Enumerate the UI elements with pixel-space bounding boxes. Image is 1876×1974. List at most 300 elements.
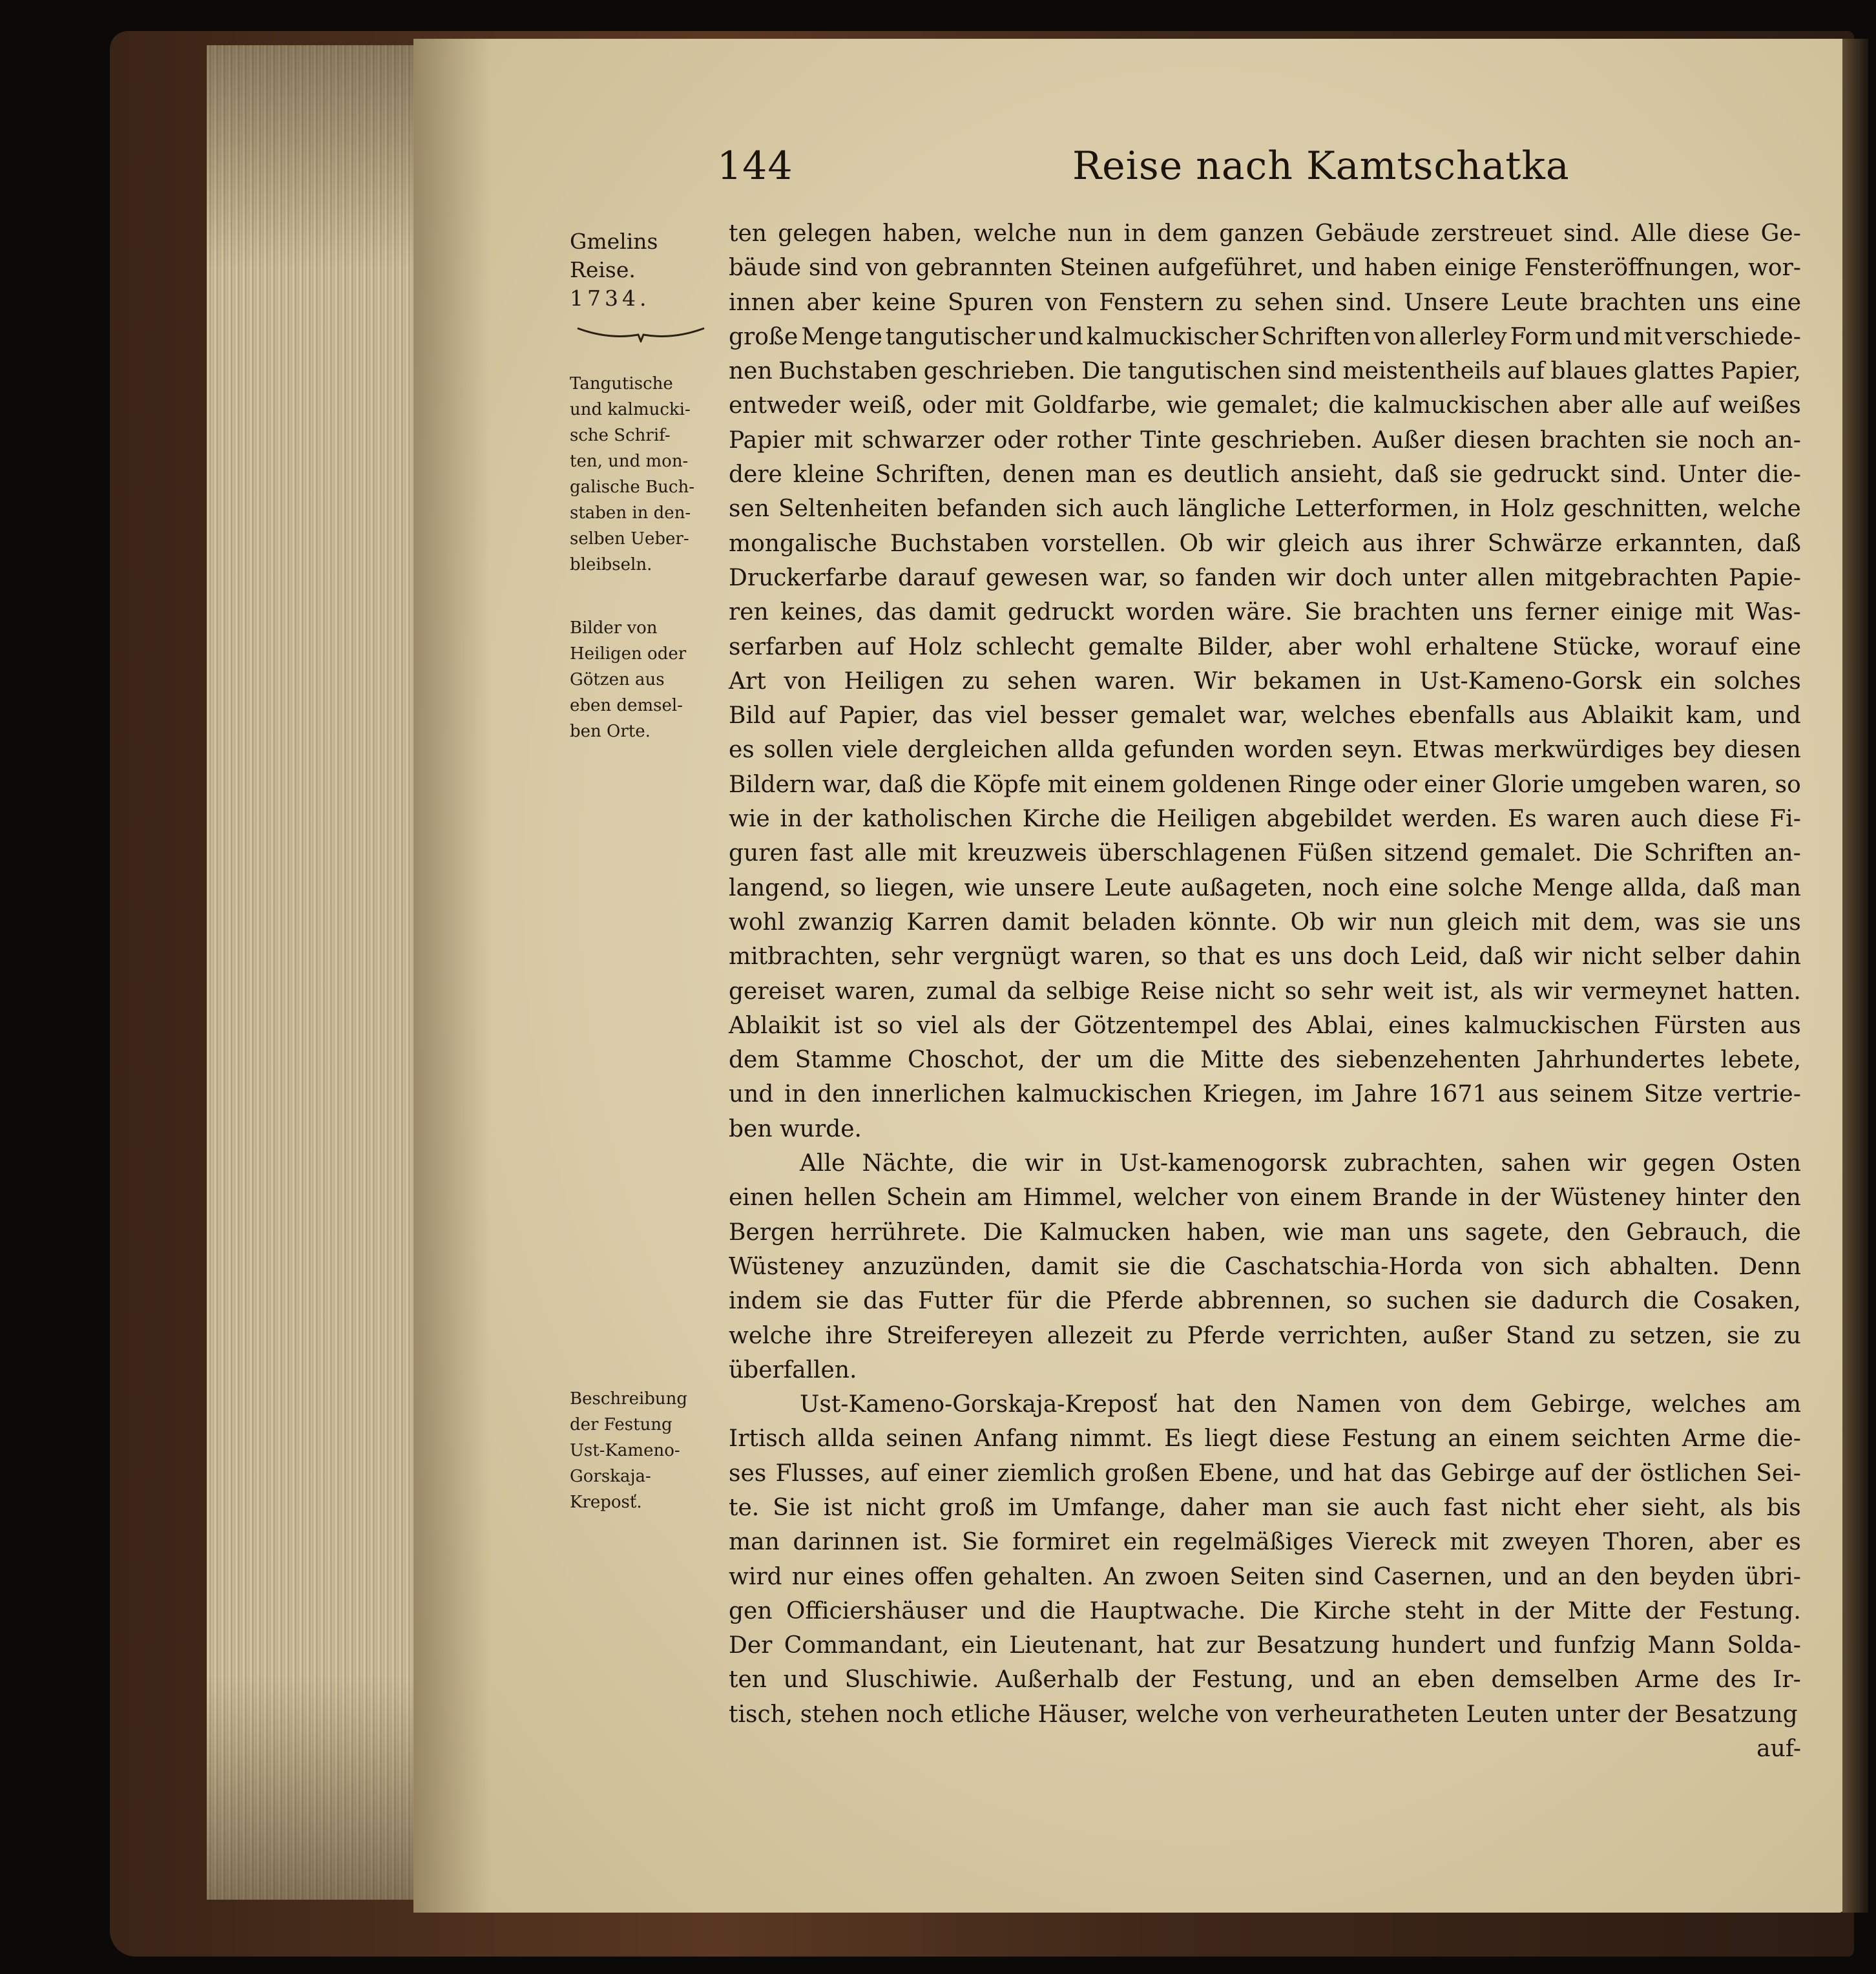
word: selber [1652, 943, 1725, 971]
word: sind. [1610, 461, 1667, 488]
word: östlichen [1640, 1460, 1747, 1487]
word: mit [1531, 908, 1570, 936]
word: langend, [729, 874, 831, 901]
margin-line: und kalmucki- [570, 400, 691, 419]
word: serfarben [729, 633, 843, 660]
word: die [1765, 1219, 1801, 1246]
word: worden [1125, 599, 1215, 626]
word: Heiligen [844, 667, 944, 695]
word: die [972, 1150, 1008, 1177]
brace-ornament [576, 326, 705, 342]
word: gebrannten [915, 255, 1052, 282]
word: eher [1574, 1494, 1628, 1521]
word: Seltenheiten [778, 496, 928, 523]
word: sehen [1007, 667, 1077, 695]
word: was [1654, 908, 1700, 936]
word: großen [1105, 1460, 1189, 1487]
word: dahin [1735, 943, 1801, 971]
word: Viereck [1346, 1529, 1437, 1556]
page-number: 144 [717, 143, 793, 189]
text-line [729, 320, 1801, 354]
word: dem, [1583, 908, 1642, 936]
word: schlecht [975, 633, 1075, 660]
word: Denn [1738, 1253, 1801, 1280]
word: wir [1533, 978, 1572, 1005]
word: Stand [1505, 1322, 1575, 1349]
word: der [1645, 1597, 1685, 1624]
margin-line: staben in den- [570, 503, 691, 523]
word: welche [729, 1322, 812, 1349]
word: uns [1471, 599, 1514, 626]
word: eines [1388, 1012, 1450, 1039]
word: auf [788, 702, 826, 730]
word: waren, [1687, 771, 1769, 798]
word: alle [864, 840, 907, 867]
word: Menge [801, 323, 882, 350]
word: worden [1244, 737, 1333, 764]
word: wor- [1748, 255, 1801, 282]
word: könnte. [1189, 908, 1278, 936]
word: oder [993, 426, 1048, 454]
word: wir [1337, 908, 1376, 936]
word: gewesen [985, 564, 1089, 591]
word: innerlichen [871, 1081, 1006, 1108]
word: Es [1164, 1425, 1193, 1453]
word: Sie [1304, 599, 1342, 626]
word: in [1079, 1150, 1103, 1177]
word: noch [1698, 426, 1755, 454]
word: die [1149, 1047, 1185, 1074]
word: Ust-Kameno-Gorsk [1419, 667, 1642, 695]
word: den [1757, 1184, 1801, 1212]
word: den [1233, 1391, 1277, 1418]
word: und [981, 1597, 1026, 1624]
word: dere [729, 461, 782, 488]
word: eine [1388, 874, 1439, 901]
word: Kirche [1022, 806, 1100, 833]
text-line [729, 1284, 1801, 1318]
word: lebete, [1720, 1047, 1801, 1074]
word: beladen [1082, 908, 1176, 936]
word: es [1147, 461, 1173, 488]
word: den [1596, 1563, 1640, 1590]
word: sieht, [1641, 1494, 1707, 1521]
word: Arme [1682, 1425, 1746, 1453]
word: Namen [1296, 1391, 1381, 1418]
word: übri- [1744, 1563, 1801, 1590]
word: um [1096, 1047, 1133, 1074]
word: sind. [1563, 220, 1620, 247]
word: so [1159, 564, 1185, 591]
word: Choschot, [907, 1047, 1025, 1074]
word: indem [729, 1288, 802, 1315]
word: Kriegen, [1202, 1081, 1304, 1108]
word: Schriften [1261, 323, 1371, 350]
word: hat [1176, 1391, 1214, 1418]
word: und [1497, 1632, 1543, 1659]
word: bis [1766, 1494, 1801, 1521]
text-line [729, 1077, 1801, 1111]
word: haben, [1187, 1219, 1267, 1246]
word: dem [729, 1047, 780, 1074]
word: mitbrachten, [729, 943, 881, 971]
word: im [1008, 1494, 1038, 1521]
word: Wüsteney [729, 1253, 844, 1280]
word: einige [1444, 255, 1517, 282]
word: die [1039, 1597, 1076, 1624]
word: sind [808, 255, 859, 282]
text-line [729, 664, 1801, 698]
text-line [729, 423, 1801, 457]
word: ein [1123, 1529, 1160, 1556]
word: kleine [793, 461, 865, 488]
word: guren [729, 840, 798, 867]
word: und [783, 1666, 829, 1694]
word: Papier [729, 426, 805, 454]
text-line [729, 1525, 1801, 1559]
text-line [729, 561, 1801, 595]
word: erkannten, [1615, 530, 1744, 557]
word: das [875, 599, 917, 626]
word: wohl [1355, 633, 1412, 660]
word: eine [1751, 633, 1801, 660]
text-line [729, 1594, 1801, 1628]
word: von [1400, 1391, 1443, 1418]
word: goldenen [1172, 771, 1281, 798]
word: Leute [1501, 289, 1569, 316]
word: ten [729, 1666, 767, 1694]
word: die [1110, 806, 1147, 833]
word: Festung, [1191, 1666, 1295, 1694]
word: Form [1510, 323, 1572, 350]
word: das [1390, 1460, 1432, 1487]
catchword-text: auf- [1756, 1736, 1801, 1763]
word: viel [917, 1012, 959, 1039]
word: auch [1631, 806, 1688, 833]
word: rother [1056, 426, 1131, 454]
word: Leute [1104, 874, 1172, 901]
margin-line: Heiligen oder [570, 644, 687, 664]
word: einem [1488, 1425, 1560, 1453]
word: waren [1547, 806, 1621, 833]
text-line [729, 1628, 1801, 1663]
word: Futter [917, 1288, 993, 1315]
text-line [729, 1181, 1801, 1215]
word: am [976, 1184, 1013, 1212]
word: zu [962, 667, 990, 695]
word: sich [1056, 496, 1103, 523]
word: eines [842, 1563, 905, 1590]
word: Alle [1631, 220, 1677, 247]
word: den [817, 1081, 861, 1108]
word: am [1765, 1391, 1801, 1418]
word: in [780, 806, 803, 833]
word: Unter [1677, 461, 1747, 488]
word: außer [1423, 1322, 1492, 1349]
word: und [1311, 255, 1357, 282]
word: Was- [1745, 599, 1801, 626]
word: Menge [1532, 874, 1614, 901]
word: wie [729, 806, 770, 833]
word: gleich [1446, 908, 1519, 936]
word: brachten [1579, 289, 1686, 316]
word: mit [1047, 771, 1087, 798]
word: Bildern [729, 771, 816, 798]
word: zwoen [1145, 1563, 1220, 1590]
word: nun [1388, 908, 1434, 936]
word: Die [983, 1219, 1023, 1246]
word: geschrieben. [923, 358, 1076, 385]
word: allezeit [1047, 1322, 1132, 1349]
word: Papier, [839, 702, 919, 730]
word: Solda- [1727, 1632, 1801, 1659]
word: welche [1718, 496, 1801, 523]
word: die [1055, 1288, 1092, 1315]
word: Thoren, [1603, 1529, 1695, 1556]
word: ihrer [1416, 530, 1475, 557]
word: allda [817, 1425, 875, 1453]
word: ren [729, 599, 769, 626]
word: war, [1238, 702, 1288, 730]
margin-note-bilder [570, 615, 725, 744]
word: die [1643, 1288, 1680, 1315]
text-line [729, 1387, 1801, 1422]
word: fanden [1195, 564, 1277, 591]
word: weit [1382, 978, 1433, 1005]
word: eine [1751, 289, 1801, 316]
word: sehr [1320, 978, 1373, 1005]
word: abbrennen, [1197, 1288, 1333, 1315]
word: aber [1287, 633, 1342, 660]
word: wohl [729, 908, 786, 936]
word: Festung [1342, 1425, 1437, 1453]
word: an [1558, 1563, 1587, 1590]
word: sind. [1335, 289, 1393, 316]
word: Gebrauch, [1626, 1219, 1749, 1246]
word: Commandant, [784, 1632, 950, 1659]
word: gelegen [778, 220, 871, 247]
word: der [1019, 1012, 1060, 1039]
text-line: überfallen. [729, 1356, 857, 1383]
word: Götzentempel [1073, 1012, 1238, 1039]
word: tangutischer [885, 323, 1036, 350]
word: kalmuckischen [1373, 392, 1549, 419]
word: solches [1714, 667, 1801, 695]
word: gedruckt [1493, 461, 1600, 488]
text-line [729, 768, 1801, 802]
word: verschiede- [1665, 323, 1801, 350]
word: diesen [1454, 426, 1531, 454]
word: meistentheils [1342, 358, 1501, 385]
word: welches [1651, 1391, 1747, 1418]
word: kam, [1685, 702, 1744, 730]
word: nicht [1501, 1494, 1561, 1521]
text-line [729, 905, 1801, 940]
margin-line: Tangutische [570, 374, 673, 394]
word: so [1284, 978, 1311, 1005]
word: da [1006, 978, 1036, 1005]
word: hinter [1675, 1184, 1747, 1212]
word: diese [1268, 1425, 1331, 1453]
word: gemalet [1130, 702, 1226, 730]
word: von [866, 255, 908, 282]
word: Buchstaben [778, 358, 918, 385]
word: zu [1589, 1322, 1616, 1349]
word: aufgeführet, [1157, 255, 1304, 282]
word: setzen, [1629, 1322, 1713, 1349]
word: auch [1373, 1494, 1430, 1521]
word: welche [974, 220, 1057, 247]
word: mit [1694, 599, 1734, 626]
word: Umfange, [1051, 1494, 1167, 1521]
word: gegen [1643, 1150, 1715, 1177]
word: vergnügt [953, 943, 1060, 971]
word: nicht [866, 1494, 926, 1521]
text-line [729, 630, 1801, 664]
word: fast [1443, 1494, 1488, 1521]
word: sie [815, 1288, 849, 1315]
word: uns [1291, 943, 1333, 971]
word: fast [809, 840, 853, 867]
word: gehalten. [983, 1563, 1094, 1590]
margin-line: ten, und mon- [570, 452, 689, 471]
word: überschlagenen [1098, 840, 1287, 867]
word: demselben [1491, 1666, 1619, 1694]
word: gleich [1277, 530, 1350, 557]
word: auf [1506, 358, 1545, 385]
word: keine [871, 289, 936, 316]
word: darauf [898, 564, 975, 591]
word: das [863, 1288, 904, 1315]
text-line [729, 595, 1801, 629]
word: verrichten, [1278, 1322, 1409, 1349]
word: aus [1528, 702, 1569, 730]
word: Caschatschia-Horda [1224, 1253, 1463, 1280]
word: gereiset [729, 978, 825, 1005]
word: abgebildet [1266, 806, 1392, 833]
word: Ge- [1760, 220, 1801, 247]
margin-line: Beschreibung [570, 1389, 688, 1409]
word: es [1255, 943, 1281, 971]
word: werden. [1402, 806, 1498, 833]
word: befanden [937, 496, 1047, 523]
text-line [729, 1250, 1801, 1284]
word: man [1085, 461, 1137, 488]
word: und [1756, 702, 1801, 730]
word: der [1500, 1184, 1541, 1212]
word: abhalten. [1609, 1253, 1720, 1280]
word: im [1314, 1081, 1344, 1108]
word: unter [1402, 564, 1467, 591]
paragraph-3 [729, 1387, 1801, 1732]
word: an [1448, 1425, 1477, 1453]
word: Schein [886, 1184, 967, 1212]
word: wir [1025, 1150, 1063, 1177]
word: Nächte, [862, 1150, 955, 1177]
word: und [1503, 1563, 1548, 1590]
word: daß [1756, 530, 1801, 557]
word: Sei- [1756, 1460, 1801, 1487]
word: der [1590, 1460, 1631, 1487]
word: Schwärze [1487, 530, 1603, 557]
word: uns [1759, 908, 1801, 936]
word: haben, [882, 220, 963, 247]
word: Füßen [1297, 840, 1373, 867]
text-line [729, 216, 1801, 251]
word: wir [1286, 564, 1326, 591]
word: zwanzig [798, 908, 894, 936]
word: große [729, 323, 798, 350]
word: seinem [1549, 1081, 1634, 1108]
word: so [1775, 771, 1801, 798]
text-line [729, 354, 1801, 388]
word: Fürsten [1654, 1012, 1747, 1039]
word: hellen [804, 1184, 877, 1212]
word: aus [1362, 530, 1403, 557]
word: worauf [1654, 633, 1738, 660]
word: Arme [1635, 1666, 1700, 1694]
word: sen [729, 496, 769, 523]
word: als [1490, 978, 1523, 1005]
word: Ablaikit [1581, 702, 1673, 730]
word: einen [729, 1184, 794, 1212]
paragraph-2 [729, 1146, 1801, 1387]
text-line [729, 1043, 1801, 1077]
page-gutter-shadow [413, 39, 491, 1913]
word: von [1045, 289, 1087, 316]
word: mitgebrachten [1545, 564, 1718, 591]
word: nicht [1214, 978, 1275, 1005]
text-line [729, 527, 1801, 561]
word: Leid, [1410, 943, 1469, 971]
text-line [729, 251, 1801, 285]
word: welches [1300, 702, 1396, 730]
margin-line: der Festung [570, 1415, 672, 1434]
word: vertrie- [1713, 1081, 1801, 1108]
word: in [784, 1081, 807, 1108]
word: te. [729, 1494, 760, 1521]
word: wir [1533, 943, 1572, 971]
margin-year: 1734. [570, 286, 651, 311]
word: und [729, 1081, 774, 1108]
word: Ob [1179, 530, 1214, 557]
word: wir [1587, 1150, 1626, 1177]
word: Stamme [795, 1047, 892, 1074]
word: auf [857, 633, 895, 660]
word: wie [1282, 1219, 1324, 1246]
catchword [729, 1732, 1801, 1766]
word: bekamen [1253, 667, 1361, 695]
word: ses [729, 1460, 767, 1487]
word: Letterformen, [1295, 496, 1460, 523]
word: Gebäude [1315, 220, 1420, 247]
text-line: tisch, stehen noch etliche Häuser, welche von verheuratheten Leuten unter der Besatzung [729, 1701, 1798, 1728]
word: steht [1404, 1597, 1464, 1624]
word: sahen [1501, 1150, 1571, 1177]
word: ansieht, [1290, 461, 1384, 488]
word: hatten. [1717, 978, 1801, 1005]
word: den [1566, 1219, 1610, 1246]
word: sind [1314, 1563, 1364, 1590]
word: Gebirge, [1530, 1391, 1632, 1418]
word: diese [1687, 220, 1750, 247]
word: sie [1117, 1253, 1151, 1280]
word: Gebirge [1441, 1460, 1536, 1487]
word: aber [806, 289, 860, 316]
word: daß [879, 771, 923, 798]
word: alle [1620, 392, 1663, 419]
margin-line: Bilder von [570, 618, 658, 638]
